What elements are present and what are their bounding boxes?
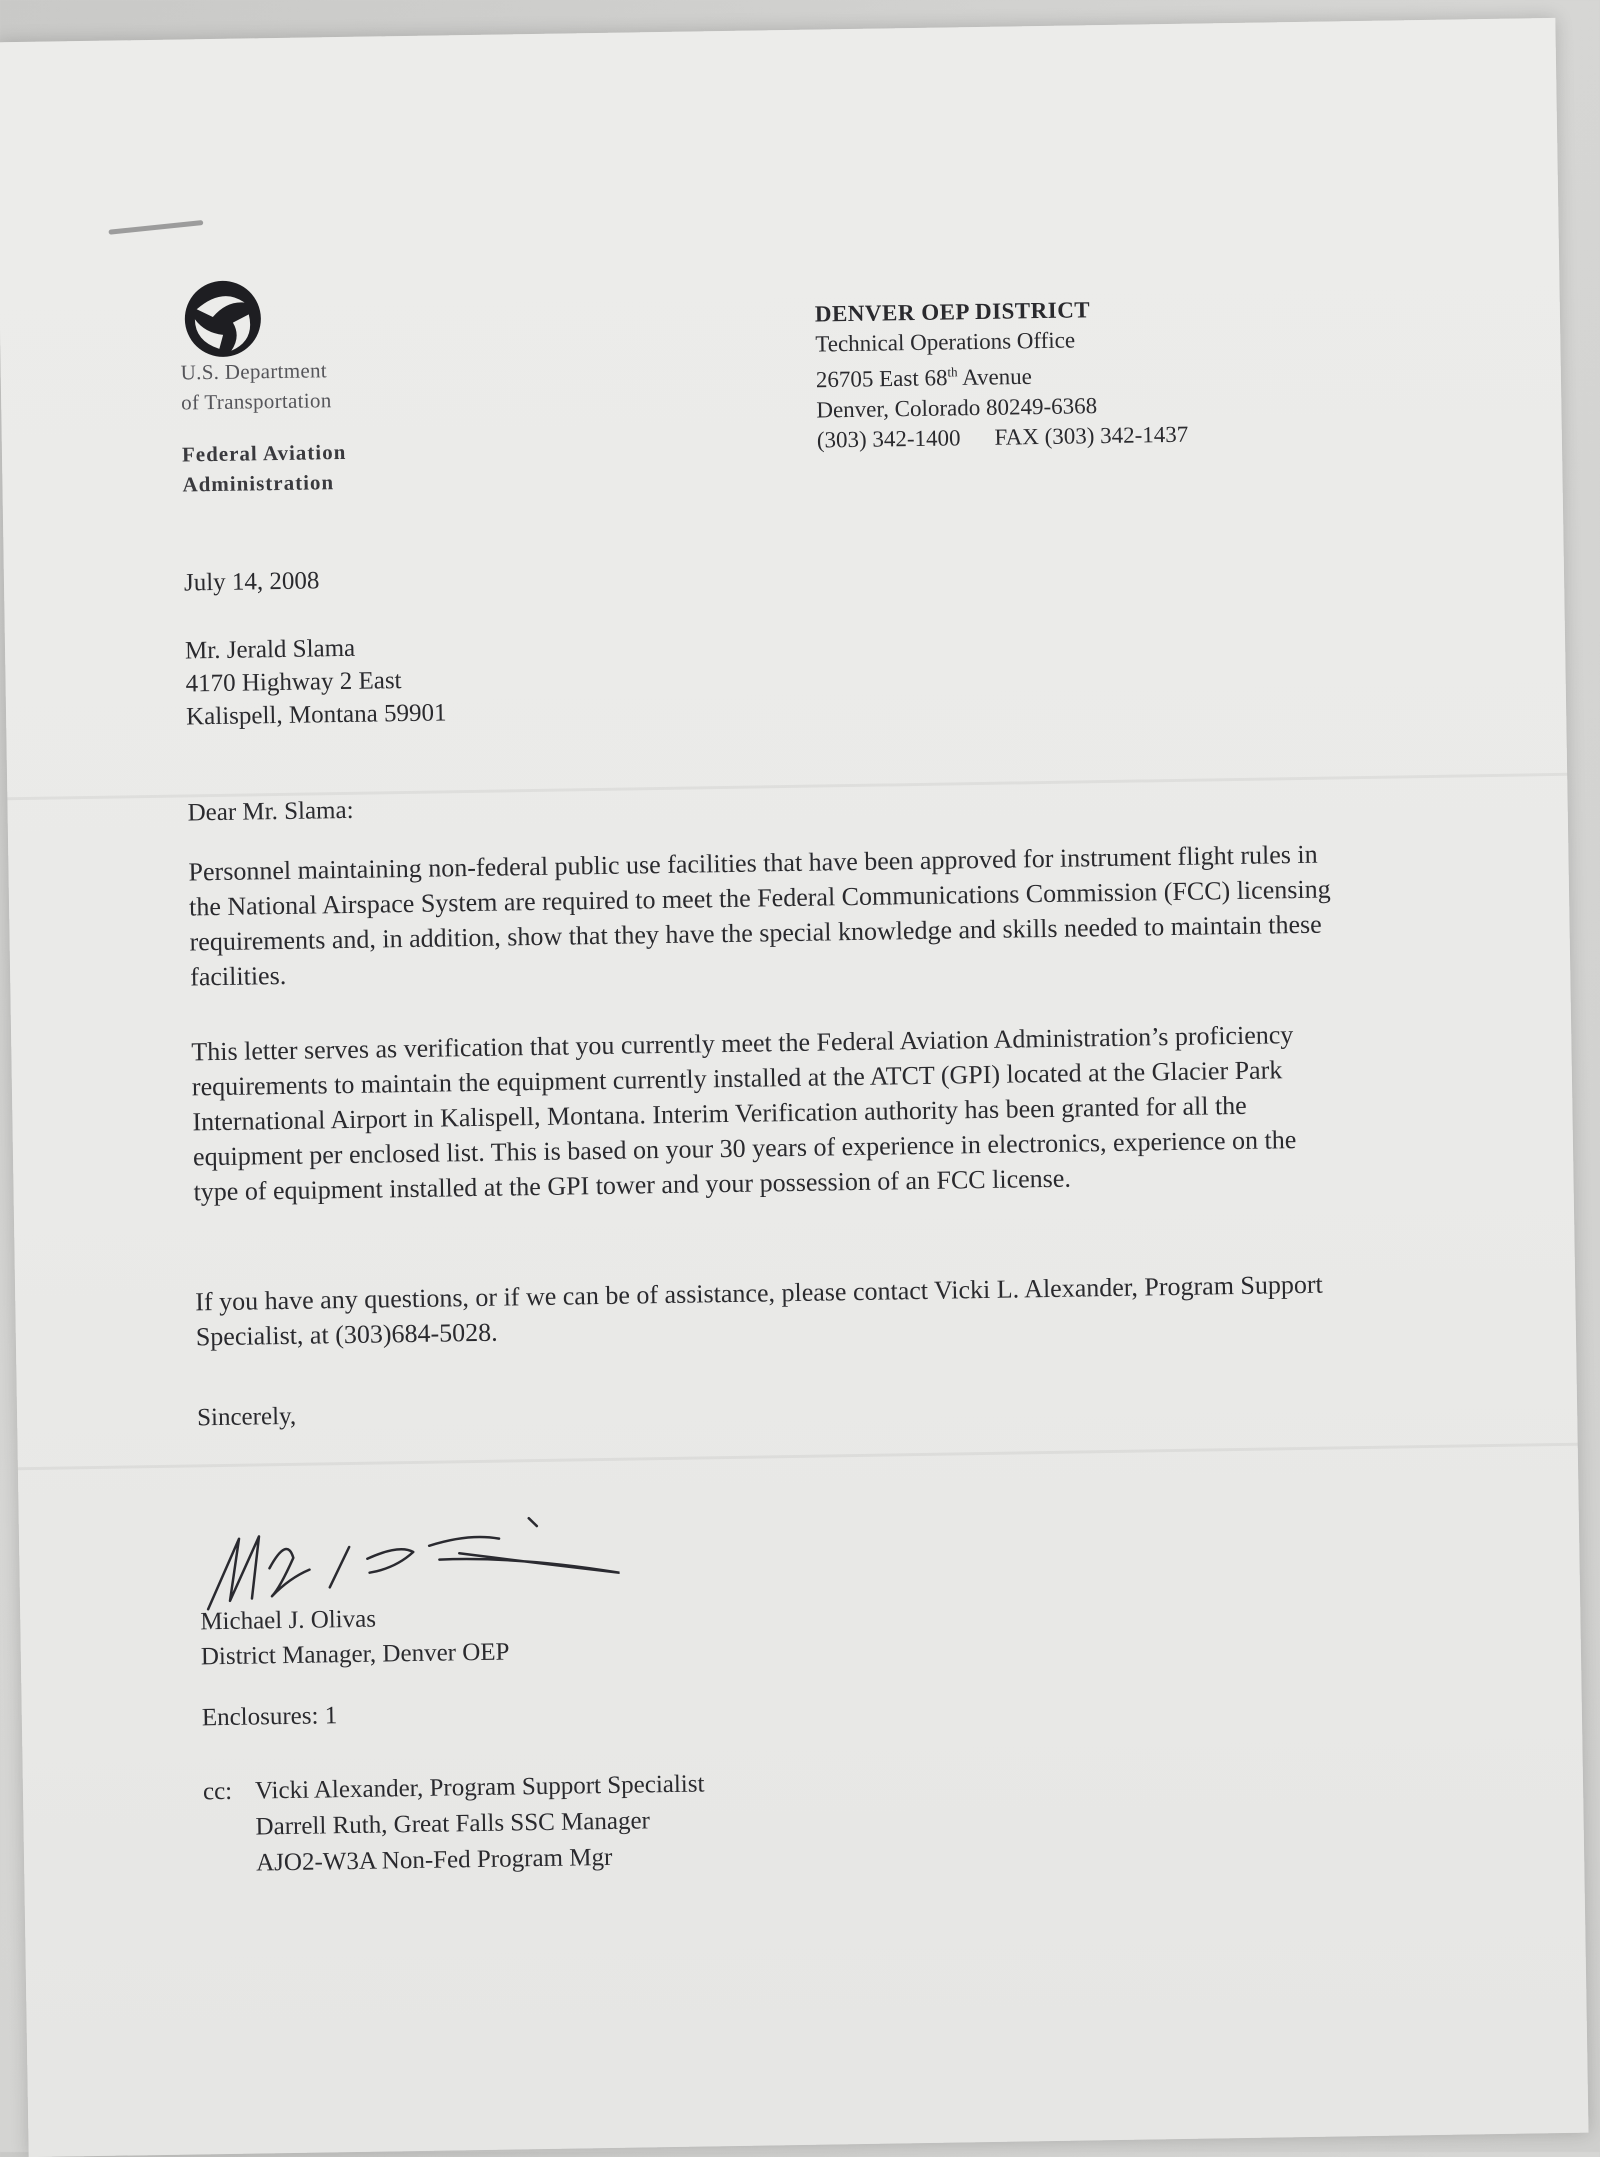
signer-name: Michael J. Olivas xyxy=(200,1605,377,1636)
office-subtitle: Technical Operations Office xyxy=(815,327,1076,357)
office-phone: (303) 342-1400 xyxy=(816,424,961,453)
signer-block xyxy=(200,1600,510,1675)
dot-triskelion-logo-icon xyxy=(182,278,263,359)
recipient-city: Kalispell, Montana 59901 xyxy=(185,699,447,731)
body-paragraph-1: Personnel maintaining non-federal public use facilities that have been approved for instrument flight rules in the National Airspace System are required to meet the Federal Communications Commission (FCC) licensing requirements and, in addition, show that they have the special knowledge and skills needed to maintain these facilities. xyxy=(188,839,1331,992)
recipient-address xyxy=(185,630,447,733)
department-name: U.S. Department of Transportation xyxy=(180,358,332,415)
office-city: Denver, Colorado 80249-6368 xyxy=(816,392,1098,423)
closing: Sincerely, xyxy=(196,1402,297,1432)
office-street: 26705 East 68th Avenue xyxy=(815,363,1033,393)
office-phone-line xyxy=(817,419,1189,455)
letter-date: July 14, 2008 xyxy=(183,567,320,597)
office-address-block xyxy=(815,294,1189,455)
enclosures: Enclosures: 1 xyxy=(201,1702,338,1732)
pencil-mark xyxy=(108,220,203,235)
letter-page xyxy=(0,18,1589,2157)
fold-crease xyxy=(7,773,1567,801)
body-paragraph-2: This letter serves as verification that you currently meet the Federal Aviation Administration’s proficiency requirements to maintain the equipment currently installed at the ATCT (GPI) located at the Glacier Park International Airport in Kalispell, Montana. Interim Verification authority has been granted for all the equipment per enclosed list. This is based on your 30 years of experience in electronics, experience on the type of equipment installed at the GPI tower and your possession of an FCC license. xyxy=(191,1020,1297,1207)
signer-title: District Manager, Denver OEP xyxy=(200,1638,510,1671)
cc-recipient: Vicki Alexander, Program Support Specialist xyxy=(254,1770,705,1805)
cc-list xyxy=(255,1766,706,1881)
cc-block xyxy=(203,1766,706,1882)
fold-crease xyxy=(18,1443,1578,1471)
cc-recipient: AJO2-W3A Non-Fed Program Mgr xyxy=(255,1843,613,1877)
salutation: Dear Mr. Slama: xyxy=(187,796,354,827)
office-fax: FAX (303) 342-1437 xyxy=(994,421,1189,450)
office-title: DENVER OEP DISTRICT xyxy=(814,297,1091,327)
cc-recipient: Darrell Ruth, Great Falls SSC Manager xyxy=(255,1807,651,1841)
recipient-name: Mr. Jerald Slama xyxy=(184,634,356,665)
body-paragraph-3: If you have any questions, or if we can be of assistance, please contact Vicki L. Alexander, Program Support Specialist, at (303)684-5028. xyxy=(195,1269,1323,1352)
agency-name: Federal Aviation Administration xyxy=(181,439,347,497)
cc-label: cc: xyxy=(202,1777,233,1806)
recipient-street: 4170 Highway 2 East xyxy=(185,667,402,698)
